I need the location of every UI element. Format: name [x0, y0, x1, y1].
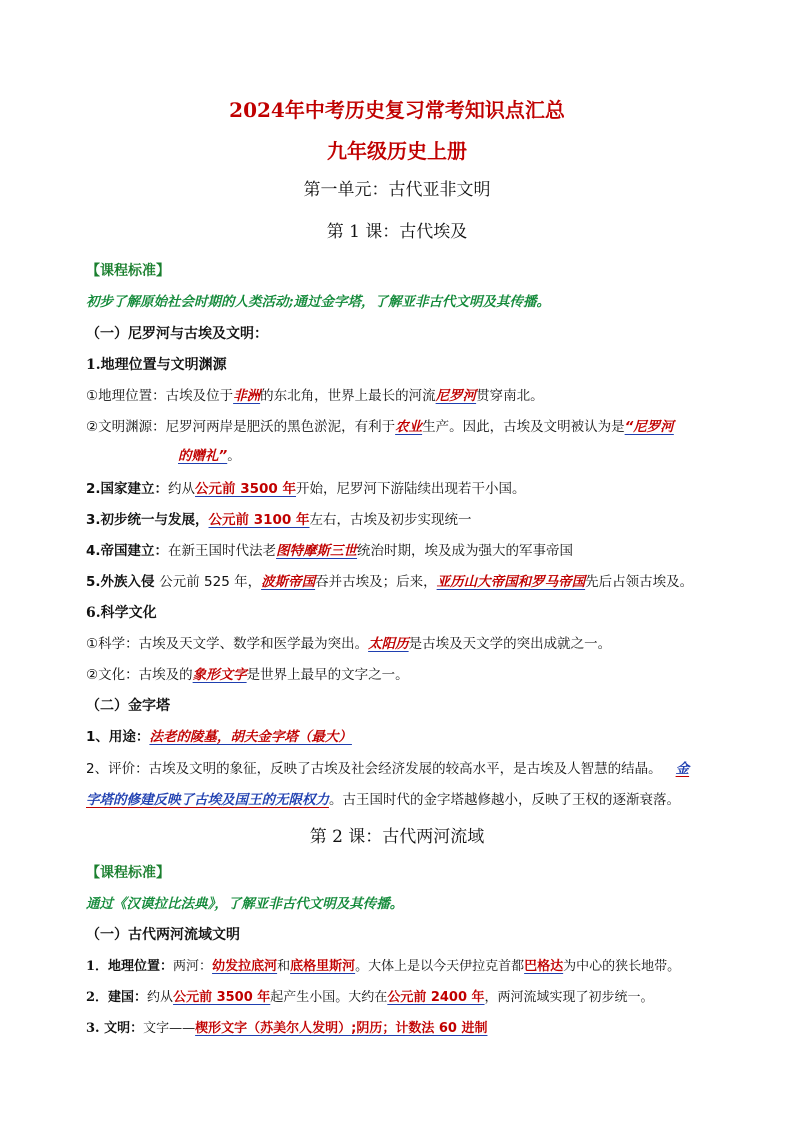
keyword: 公元前 3500 年: [173, 990, 271, 1005]
keyword: 楔形文字（苏美尔人发明）;阴历；计数法 60 进制: [195, 1021, 488, 1036]
paragraph-continued: [86, 791, 680, 809]
text: 约从: [168, 481, 196, 497]
document-title: 2024年中考历史复习常考知识点汇总: [229, 98, 565, 122]
point-heading: 1.地理位置与文明渊源: [86, 357, 227, 373]
text: 统治时期，埃及成为强大的军事帝国: [357, 543, 574, 559]
text: 先后占领古埃及。: [585, 574, 694, 590]
paragraph: [86, 511, 472, 529]
section-heading: （一）尼罗河与古埃及文明：: [86, 326, 268, 342]
keyword: 巴格达: [524, 959, 564, 974]
keyword: 波斯帝国: [261, 574, 316, 590]
text: 2、评价：古埃及文明的象征，反映了古埃及社会经济发展的较高水平，是古埃及人智慧的结晶。: [86, 761, 662, 777]
keyword: 字塔的修建反映了古埃及国王的无限权力: [86, 792, 329, 808]
text: 在新王国时代法老: [168, 543, 277, 559]
section-heading: （二）金字塔: [86, 698, 170, 714]
course-standard-text: 初步了解原始社会时期的人类活动;通过金字塔，了解亚非古代文明及其传播。: [86, 294, 550, 310]
point-heading: 6.科学文化: [86, 605, 157, 621]
keyword: “尼罗河: [624, 419, 674, 435]
text: 是世界上最早的文字之一。: [246, 667, 409, 683]
text: ②文化：古埃及的: [86, 667, 193, 683]
point-label: 3.初步统一与发展，: [86, 512, 209, 528]
keyword: 金: [675, 761, 690, 777]
paragraph: [86, 760, 689, 778]
keyword: 非洲: [233, 388, 261, 404]
point-label: 2.国家建立：: [86, 481, 169, 497]
text: ①科学：古埃及天文学、数学和医学最为突出。: [86, 636, 369, 652]
paragraph: [86, 1020, 487, 1038]
document-subtitle: 九年级历史上册: [327, 139, 467, 163]
lesson2-heading: 第 2 课：古代两河流域: [309, 827, 485, 847]
section-heading: （一）古代两河流域文明: [86, 927, 240, 943]
keyword: 公元前 2400 年: [387, 990, 485, 1005]
text: 贯穿南北。: [476, 388, 544, 404]
point-label: 3. 文明：: [86, 1021, 144, 1036]
keyword: 太阳历: [368, 636, 409, 652]
paragraph: [86, 542, 573, 560]
text: ②文明渊源：尼罗河两岸是肥沃的黑色淤泥，有利于: [86, 419, 396, 435]
paragraph: [86, 387, 544, 405]
paragraph: [86, 989, 654, 1007]
keyword: 的赠礼”: [178, 448, 228, 464]
text: 生产。因此，古埃及文明被认为是: [422, 419, 625, 435]
text: ①地理位置：古埃及位于: [86, 388, 234, 404]
keyword: 象形文字: [192, 667, 247, 683]
paragraph: [86, 418, 674, 436]
keyword: 法老的陵墓，胡夫金字塔（最大）: [149, 729, 352, 745]
keyword: 底格里斯河: [290, 959, 356, 974]
point-label: 1、用途：: [86, 729, 150, 745]
course-standard-label: 【课程标准】: [86, 263, 170, 279]
paragraph: [86, 728, 352, 746]
text: ，两河流域实现了初步统一。: [484, 990, 654, 1005]
text: 公元前 525 年，: [159, 574, 262, 590]
paragraph: [86, 480, 526, 498]
text: 的东北角，世界上最长的河流: [260, 388, 436, 404]
text: 约从: [147, 990, 174, 1005]
unit-heading: 第一单元：古代亚非文明: [303, 180, 491, 200]
text: 两河：: [173, 959, 213, 974]
text: 和: [277, 959, 291, 974]
point-label: 1．地理位置：: [86, 959, 174, 974]
paragraph: [86, 666, 409, 684]
keyword: 亚历山大帝国和罗马帝国: [436, 574, 586, 590]
lesson1-heading: 第 1 课：古代埃及: [326, 222, 468, 242]
paragraph: [86, 958, 680, 976]
keyword: 公元前 3500 年: [195, 481, 297, 497]
text: 吞并古埃及；后来，: [315, 574, 437, 590]
point-label: 5.外族入侵: [86, 574, 160, 590]
text: 为中心的狭长地带。: [563, 959, 681, 974]
point-label: 4.帝国建立：: [86, 543, 169, 559]
keyword: 农业: [395, 419, 423, 435]
text: 。: [227, 448, 241, 464]
point-label: 2．建国：: [86, 990, 148, 1005]
keyword: 幼发拉底河: [212, 959, 278, 974]
course-standard-label: 【课程标准】: [86, 865, 170, 881]
text: 开始，尼罗河下游陆续出现若干小国。: [296, 481, 526, 497]
text: 起产生小国。大约在: [270, 990, 388, 1005]
text: 。大体上是以今天伊拉克首都: [355, 959, 525, 974]
text: 。古王国时代的金字塔越修越小，反映了王权的逐渐衰落。: [329, 792, 680, 808]
paragraph: [86, 573, 693, 591]
keyword: 公元前 3100 年: [208, 512, 310, 528]
course-standard-text: 通过《汉谟拉比法典》，了解亚非古代文明及其传播。: [86, 896, 404, 912]
keyword: 图特摩斯三世: [276, 543, 358, 559]
paragraph-continued: [178, 447, 241, 465]
text: 是古埃及天文学的突出成就之一。: [408, 636, 612, 652]
keyword: 尼罗河: [435, 388, 477, 404]
paragraph: [86, 635, 611, 653]
text: 文字——: [143, 1021, 196, 1036]
text: 左右，古埃及初步实现统一: [309, 512, 472, 528]
